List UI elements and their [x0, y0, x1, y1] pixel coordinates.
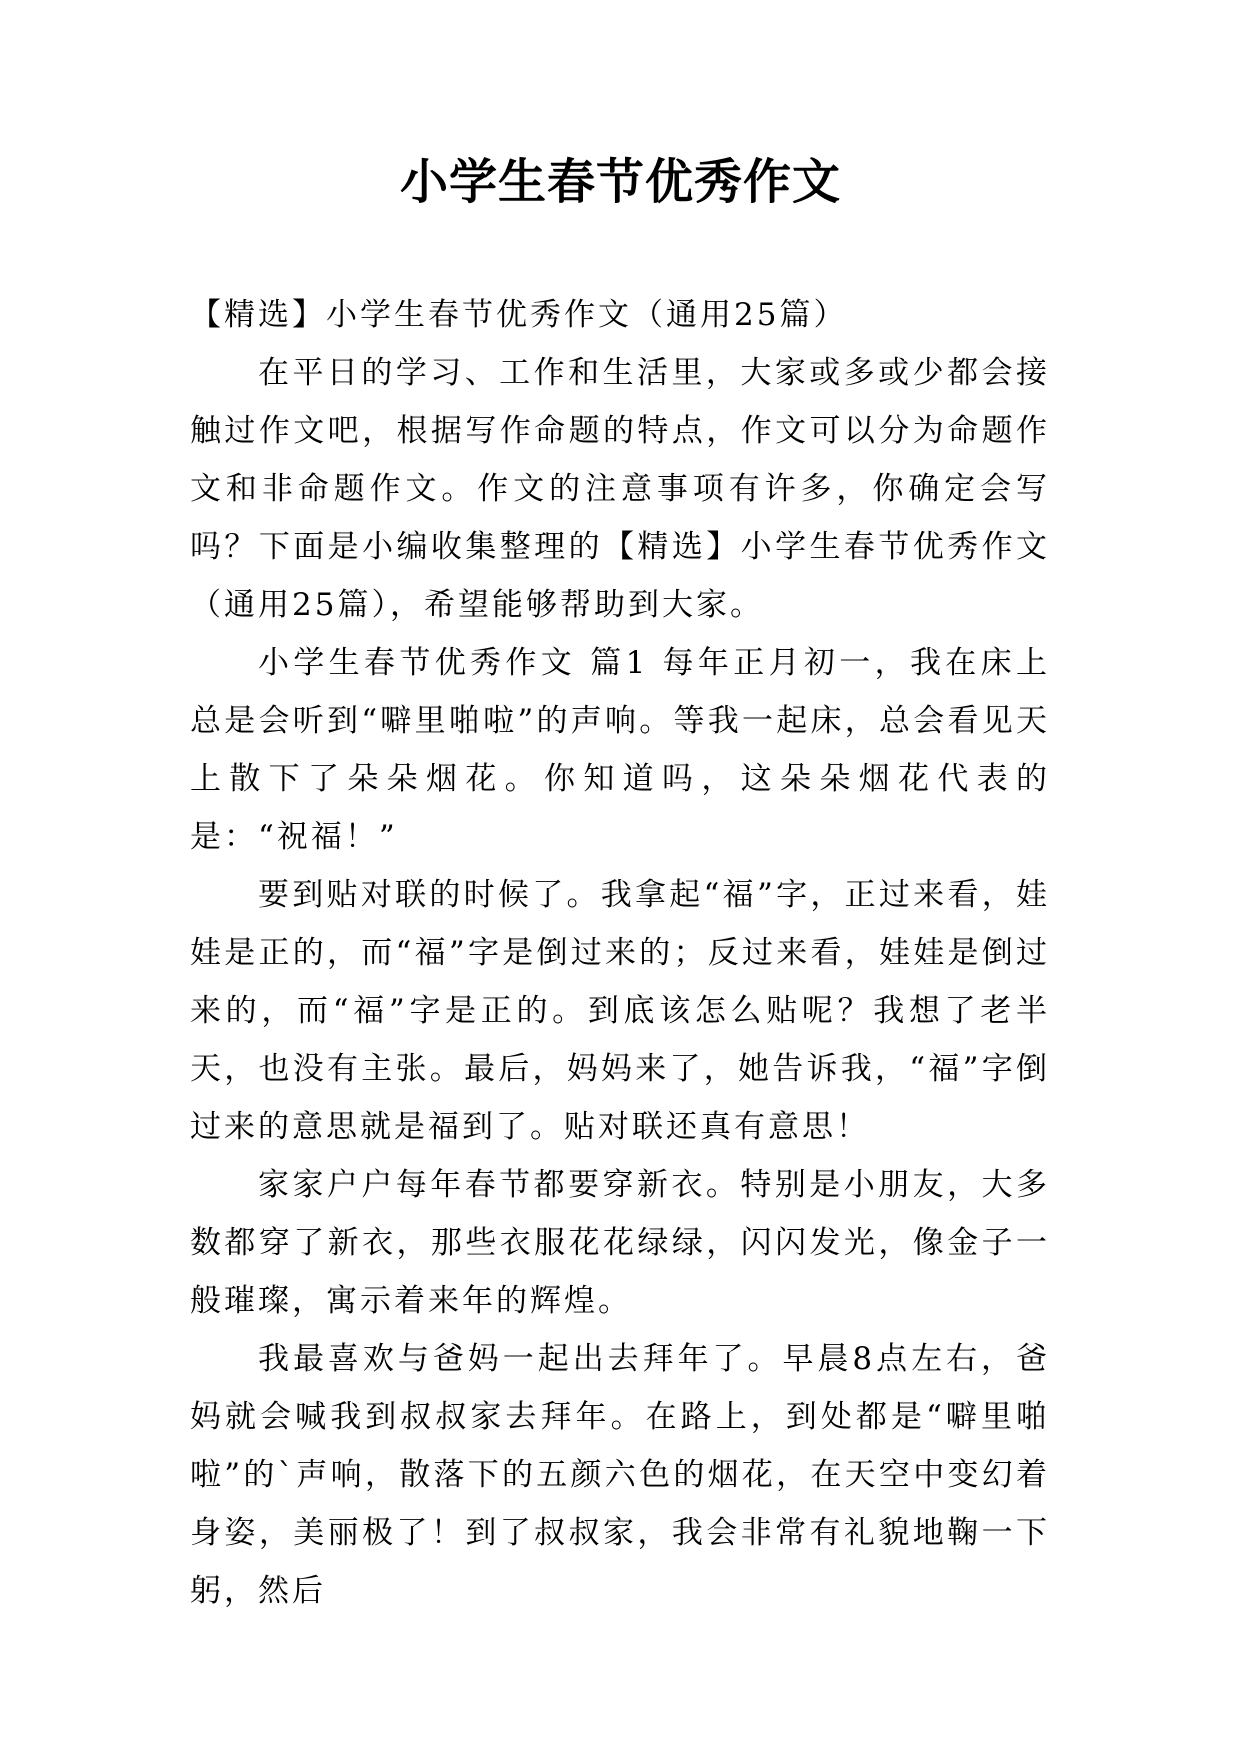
document-subtitle: 【精选】小学生春节优秀作文（通用25篇）	[190, 297, 848, 333]
paragraph-essay-1-opening: 小学生春节优秀作文 篇1 每年正月初一，我在床上总是会听到“噼里啪啦”的声响。等我一起床，总会看见天上散下了朵朵烟花。你知道吗，这朵朵烟花代表的是：“祝福！”	[190, 645, 1050, 855]
paragraph-new-year-visit: 我最喜欢与爸妈一起出去拜年了。早晨8点左右，爸妈就会喊我到叔叔家去拜年。在路上，到处都是“噼里啪啦”的`声响，散落下的五颜六色的烟花，在天空中变幻着身姿，美丽极了！到了叔叔家，我会非常有礼貌地鞠一下躬，然后	[190, 1341, 1050, 1609]
document-title: 小学生春节优秀作文	[399, 154, 841, 210]
paragraph-new-clothes: 家家户户每年春节都要穿新衣。特别是小朋友，大多数都穿了新衣，那些衣服花花绿绿，闪闪发光，像金子一般璀璨，寓示着来年的辉煌。	[190, 1167, 1050, 1319]
document-body	[190, 286, 1050, 1620]
paragraph-intro: 在平日的学习、工作和生活里，大家或多或少都会接触过作文吧，根据写作命题的特点，作文可以分为命题作文和非命题作文。作文的注意事项有许多，你确定会写吗？下面是小编收集整理的【精选】小学生春节优秀作文（通用25篇），希望能够帮助到大家。	[190, 355, 1050, 623]
paragraph-couplets: 要到贴对联的时候了。我拿起“福”字，正过来看，娃娃是正的，而“福”字是倒过来的；反过来看，娃娃是倒过来的，而“福”字是正的。到底该怎么贴呢？我想了老半天，也没有主张。最后，妈妈来了，她告诉我，“福”字倒过来的意思就是福到了。贴对联还真有意思！	[190, 877, 1050, 1145]
